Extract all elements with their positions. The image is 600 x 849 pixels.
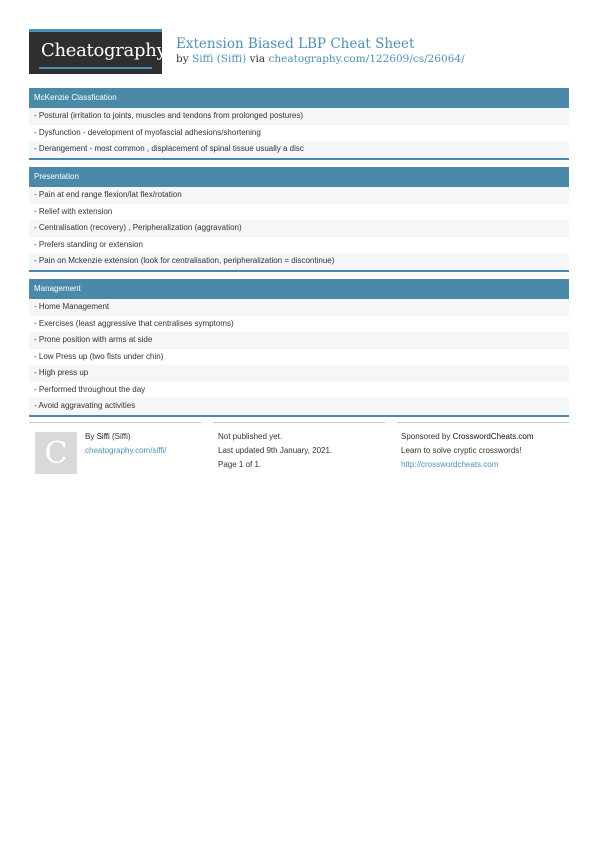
list-item: - Pain on Mckenzie extension (look for centralisation, peripheralization = discontinue) — [29, 253, 569, 270]
byline — [176, 53, 465, 65]
page-info: Page 1 of 1. — [218, 460, 262, 469]
list-item: - Avoid aggravating activities — [29, 398, 569, 415]
footer-publish-column — [213, 422, 385, 481]
list-item: - Home Management — [29, 299, 569, 316]
by-prefix: by — [176, 53, 189, 65]
footer — [29, 422, 569, 482]
logo-text: Cheatography — [41, 40, 167, 61]
list-item: - Derangement - most common , displacement of spinal tissue usually a disc — [29, 141, 569, 158]
section-mckenzie — [29, 88, 569, 160]
footer-sponsor-column — [397, 422, 569, 481]
footer-by-label: By — [85, 432, 95, 441]
list-item: - Exercises (least aggressive that centralises symptoms) — [34, 318, 234, 328]
cheatography-logo[interactable] — [29, 29, 167, 74]
avatar-letter: C — [44, 436, 68, 471]
section-title: Presentation — [29, 167, 569, 187]
page-title: Extension Biased LBP Cheat Sheet — [176, 36, 415, 52]
publish-status: Not published yet. — [218, 432, 283, 441]
footer-author-url[interactable]: cheatography.com/siffi/ — [85, 446, 167, 455]
sponsor-tagline: Learn to solve cryptic crosswords! — [401, 446, 522, 455]
logo-underline — [39, 67, 152, 69]
list-item: - Pain at end range flexion/lat flex/rotation — [29, 187, 569, 204]
section-title: McKenzie Classfication — [29, 88, 569, 108]
list-item: - Postural (irritation to joints, muscles and tendons from prolonged postures) — [29, 108, 569, 125]
list-item: - Dysfunction - development of myofascial adhesions/shortening — [34, 127, 261, 137]
via-label: via — [249, 53, 266, 65]
list-item: - Centralisation (recovery) , Peripheralization (aggravation) — [29, 220, 569, 237]
footer-author-column — [29, 422, 201, 481]
avatar[interactable] — [35, 432, 77, 474]
sponsor-prefix: Sponsored by — [401, 432, 451, 441]
section-management — [29, 279, 569, 417]
footer-author-name[interactable]: Siffi — [96, 432, 110, 441]
sponsor-url-link[interactable]: http://crosswordcheats.com — [401, 460, 499, 469]
section-divider — [29, 415, 569, 417]
sponsor-line — [401, 432, 534, 441]
section-title: Management — [29, 279, 569, 299]
footer-author-handle: (Siffi) — [112, 432, 131, 441]
list-item: - Prefers standing or extension — [34, 239, 143, 249]
list-item: - Performed throughout the day — [34, 384, 146, 394]
section-presentation — [29, 167, 569, 272]
section-divider — [29, 270, 569, 272]
list-item: - Prone position with arms at side — [29, 332, 569, 349]
footer-author-line — [85, 432, 131, 441]
last-updated: Last updated 9th January, 2021. — [218, 446, 333, 455]
list-item: - Low Press up (two fists under chin) — [34, 351, 164, 361]
author-link[interactable]: Siffi (Siffi) — [192, 53, 247, 65]
list-item: - Relief with extension — [34, 206, 113, 216]
section-divider — [29, 158, 569, 160]
sponsor-name[interactable]: CrosswordCheats.com — [452, 432, 534, 441]
list-item: - High press up — [29, 365, 569, 382]
sheet-url-link[interactable]: cheatography.com/122609/cs/26064/ — [268, 53, 465, 65]
